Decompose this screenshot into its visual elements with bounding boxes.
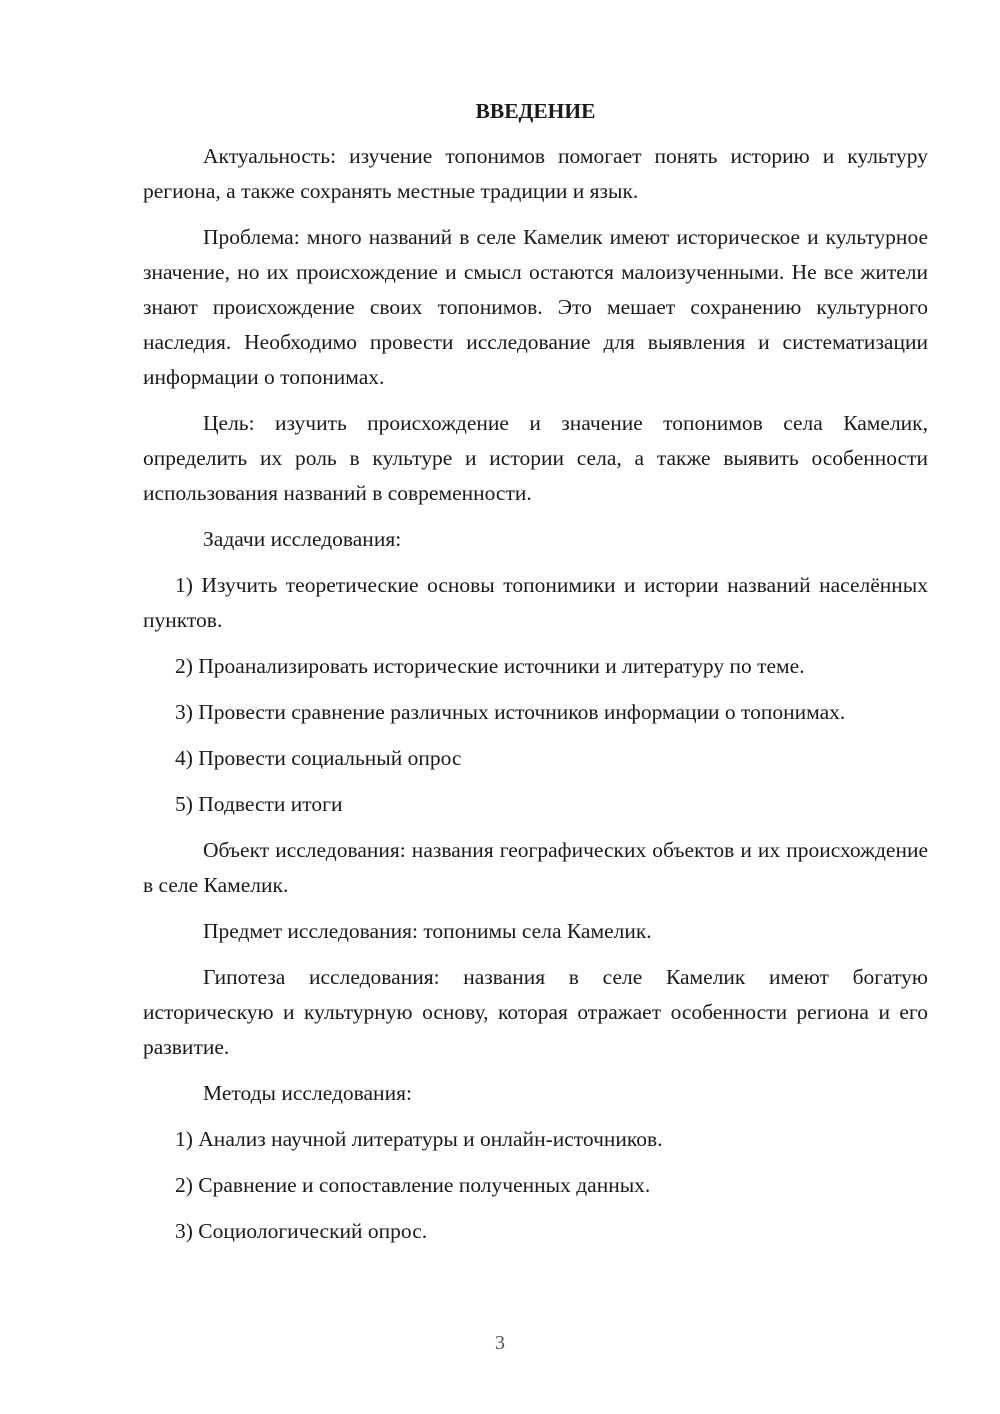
page-number: 3 [495, 1332, 505, 1354]
method-item: 2) Сравнение и сопоставление полученных данных. [175, 1173, 651, 1197]
tasks-heading: Задачи исследования: [203, 527, 402, 551]
section-title: ВВЕДЕНИЕ [475, 99, 596, 123]
problem-paragraph: Проблема: много названий в селе Камелик имеют историческое и культурное значение, но их происхождение и смысл остаются малоизученными. Не все жители знают происхождение своих топонимов. Это мешает сохранению культурного наследия. Необходимо провести исследование для выявления и систематизации информации о топонимах. [143, 225, 928, 389]
task-item: 3) Провести сравнение различных источников информации о топонимах. [175, 700, 846, 724]
task-item: 4) Провести социальный опрос [175, 746, 462, 770]
task-item: 5) Подвести итоги [175, 792, 343, 816]
task-item: 2) Проанализировать исторические источники и литературу по теме. [175, 654, 805, 678]
methods-heading: Методы исследования: [203, 1081, 412, 1105]
method-item: 1) Анализ научной литературы и онлайн-источников. [175, 1127, 663, 1151]
subject-paragraph: Предмет исследования: топонимы села Камелик. [203, 919, 652, 943]
hypothesis-paragraph: Гипотеза исследования: названия в селе Камелик имеют богатую историческую и культурную основу, которая отражает особенности региона и его развитие. [143, 965, 928, 1059]
goal-paragraph: Цель: изучить происхождение и значение топонимов села Камелик, определить их роль в культуре и истории села, а также выявить особенности использования названий в современности. [143, 411, 928, 505]
object-paragraph: Объект исследования: названия географических объектов и их происхождение в селе Камелик. [143, 838, 928, 897]
task-item: 1) Изучить теоретические основы топонимики и истории названий населённых пунктов. [143, 573, 928, 632]
relevance-paragraph: Актуальность: изучение топонимов помогает понять историю и культуру региона, а также сохранять местные традиции и язык. [143, 144, 928, 203]
method-item: 3) Социологический опрос. [175, 1219, 428, 1243]
document-page [143, 94, 928, 1260]
